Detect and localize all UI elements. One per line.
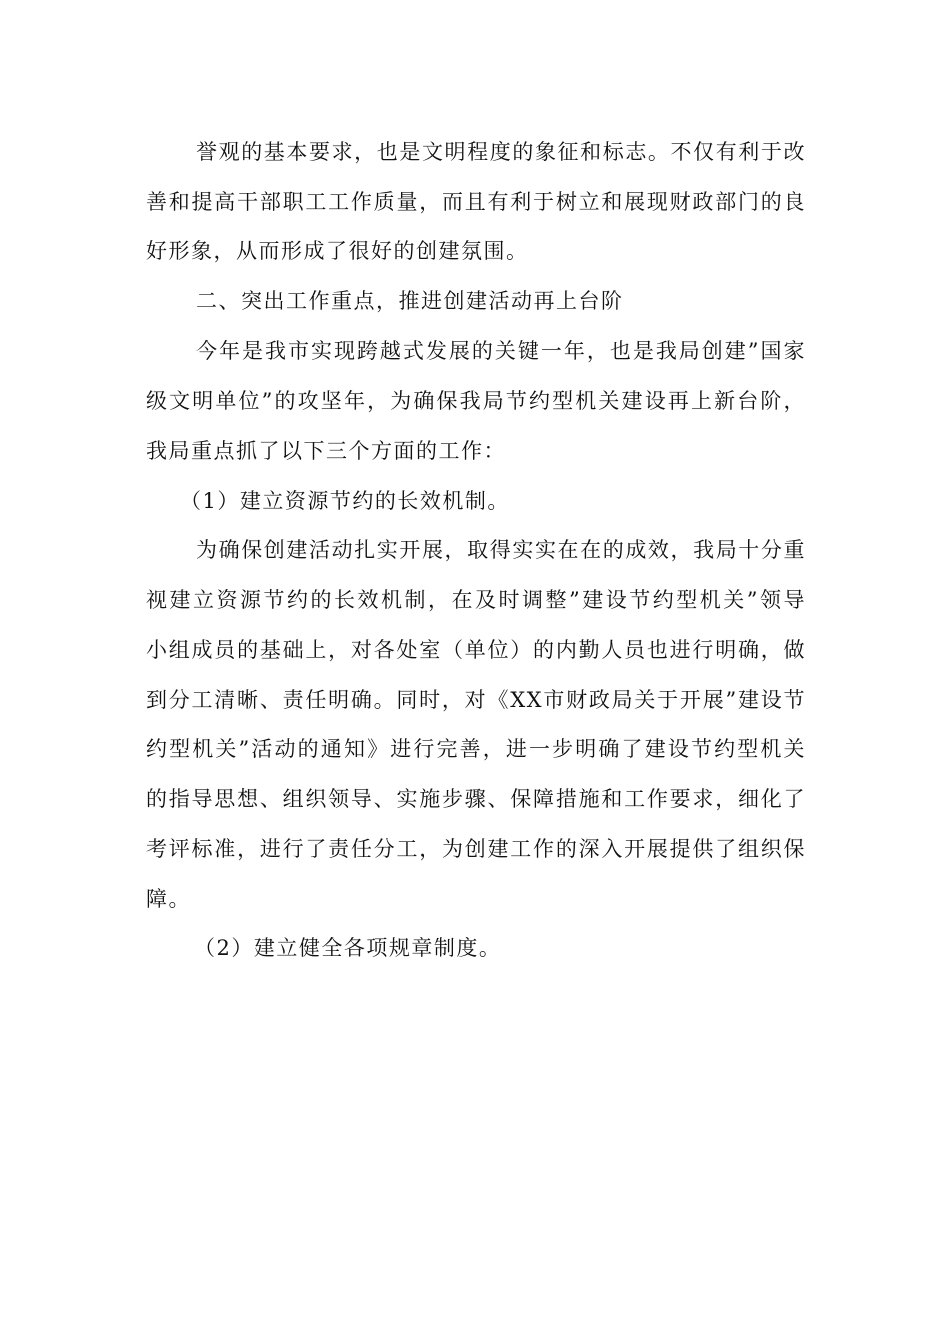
paragraph-line-14: 障。: [146, 887, 191, 911]
subheading-1: （1）建立资源节约的长效机制。: [180, 489, 510, 513]
paragraph-line-11: 约型机关”活动的通知》进行完善，进一步明确了建设节约型机关: [146, 737, 806, 761]
paragraph-line-8: 视建立资源节约的长效机制，在及时调整”建设节约型机关”领导: [146, 588, 806, 612]
paragraph-line-3: 好形象，从而形成了很好的创建氛围。: [146, 239, 529, 263]
paragraph-line-6: 我局重点抓了以下三个方面的工作：: [146, 439, 506, 463]
subheading-2: （2）建立健全各项规章制度。: [194, 936, 502, 960]
paragraph-line-1: 誉观的基本要求，也是文明程度的象征和标志。不仅有利于改: [196, 140, 806, 164]
paragraph-line-4: 今年是我市实现跨越式发展的关键一年，也是我局创建”国家: [196, 339, 806, 363]
paragraph-line-7: 为确保创建活动扎实开展，取得实实在在的成效，我局十分重: [196, 538, 806, 562]
paragraph-line-10: 到分工清晰、责任明确。同时，对《XX市财政局关于开展”建设节: [146, 688, 806, 712]
paragraph-line-9: 小组成员的基础上，对各处室（单位）的内勤人员也进行明确，做: [146, 638, 806, 662]
paragraph-line-5: 级文明单位”的攻坚年，为确保我局节约型机关建设再上新台阶，: [146, 389, 806, 413]
paragraph-line-2: 善和提高干部职工工作质量，而且有利于树立和展现财政部门的良: [146, 190, 806, 214]
paragraph-line-13: 考评标准，进行了责任分工，为创建工作的深入开展提供了组织保: [146, 837, 806, 861]
paragraph-line-12: 的指导思想、组织领导、实施步骤、保障措施和工作要求，细化了: [146, 787, 806, 811]
section-heading: 二、突出工作重点，推进创建活动再上台阶: [196, 289, 624, 313]
